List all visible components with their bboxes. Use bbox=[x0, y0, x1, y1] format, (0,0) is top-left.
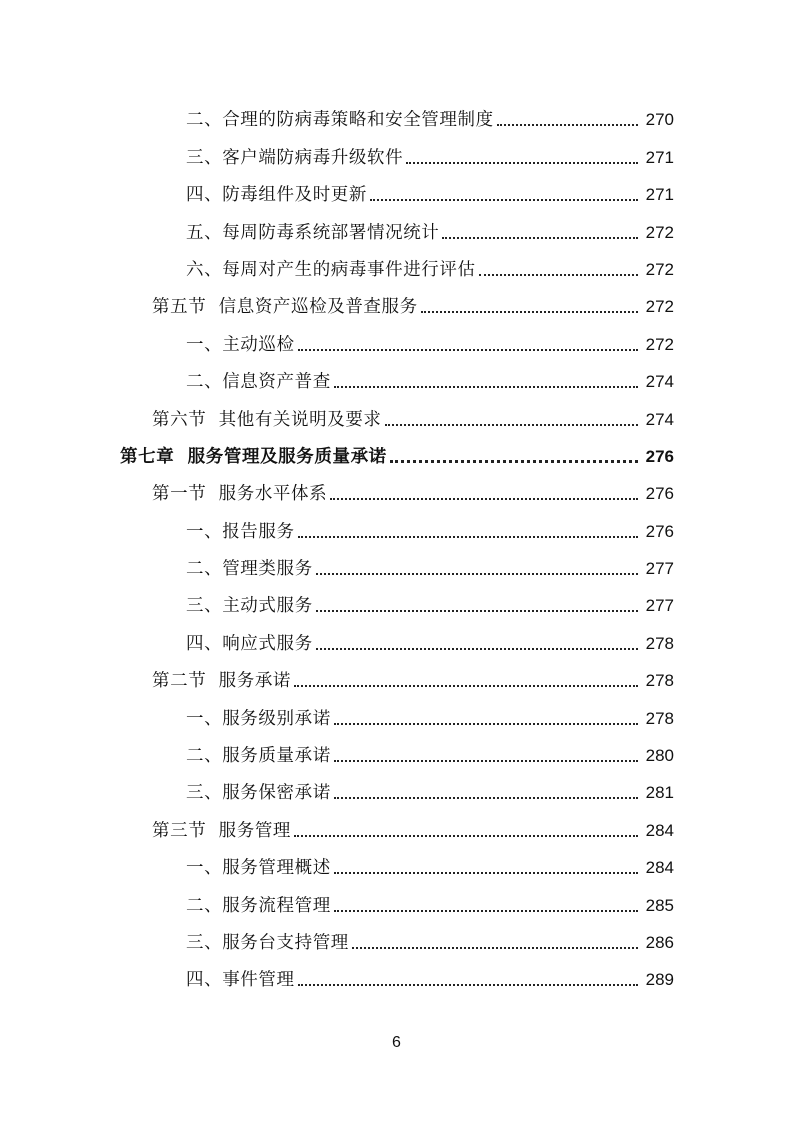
toc-entry-title: 五、每周防毒系统部署情况统计 bbox=[186, 222, 440, 243]
toc-subsection-entry[interactable] bbox=[186, 362, 674, 399]
toc-entry-title: 第三节 服务管理 bbox=[152, 820, 292, 841]
toc-entry-title: 三、服务台支持管理 bbox=[186, 932, 349, 953]
toc-dot-leader bbox=[334, 797, 638, 799]
toc-entry-title: 三、客户端防病毒升级软件 bbox=[186, 147, 404, 168]
toc-dot-leader bbox=[298, 536, 638, 538]
toc-subsection-entry[interactable] bbox=[186, 137, 674, 174]
toc-entry-title: 一、主动巡检 bbox=[186, 334, 295, 355]
toc-entry-title: 一、服务级别承诺 bbox=[186, 708, 331, 729]
toc-subsection-entry[interactable] bbox=[186, 511, 674, 548]
toc-entry-page: 285 bbox=[645, 895, 674, 915]
toc-entry-page: 289 bbox=[645, 970, 674, 990]
toc-dot-leader bbox=[390, 460, 638, 463]
toc-section-entry[interactable] bbox=[152, 474, 674, 511]
toc-entry-title: 二、管理类服务 bbox=[186, 559, 313, 580]
toc-entry-page: 272 bbox=[645, 297, 674, 317]
toc-entry-title: 二、服务质量承诺 bbox=[186, 746, 331, 767]
toc-chapter-entry[interactable] bbox=[120, 437, 674, 474]
toc-subsection-entry[interactable] bbox=[186, 586, 674, 623]
toc-entry-page: 286 bbox=[645, 932, 674, 952]
toc-entry-title: 第七章 服务管理及服务质量承诺 bbox=[120, 446, 387, 467]
toc-subsection-entry[interactable] bbox=[186, 736, 674, 773]
toc-entry-page: 278 bbox=[645, 708, 674, 728]
toc-section-entry[interactable] bbox=[152, 661, 674, 698]
toc-subsection-entry[interactable] bbox=[186, 960, 674, 997]
toc-dot-leader bbox=[298, 349, 638, 351]
toc-subsection-entry[interactable] bbox=[186, 623, 674, 660]
toc-dot-leader bbox=[334, 910, 638, 912]
toc-subsection-entry[interactable] bbox=[186, 698, 674, 735]
toc-subsection-entry[interactable] bbox=[186, 250, 674, 287]
toc-entry-title: 四、事件管理 bbox=[186, 970, 295, 991]
toc-dot-leader bbox=[316, 573, 638, 575]
toc-dot-leader bbox=[334, 723, 638, 725]
toc-subsection-entry[interactable] bbox=[186, 549, 674, 586]
toc-entry-page: 270 bbox=[645, 110, 674, 130]
toc-dot-leader bbox=[298, 984, 638, 986]
toc-entry-page: 272 bbox=[645, 334, 674, 354]
toc-entry-title: 二、合理的防病毒策略和安全管理制度 bbox=[186, 110, 494, 131]
toc-dot-leader bbox=[294, 835, 638, 837]
toc-dot-leader bbox=[385, 424, 638, 426]
toc-dot-leader bbox=[294, 685, 638, 687]
table-of-contents bbox=[0, 100, 793, 997]
toc-entry-page: 271 bbox=[645, 147, 674, 167]
toc-subsection-entry[interactable] bbox=[186, 885, 674, 922]
toc-dot-leader bbox=[334, 760, 638, 762]
toc-dot-leader bbox=[352, 947, 638, 949]
toc-entry-page: 276 bbox=[645, 521, 674, 541]
toc-dot-leader bbox=[421, 311, 638, 313]
toc-subsection-entry[interactable] bbox=[186, 773, 674, 810]
toc-dot-leader bbox=[334, 872, 638, 874]
toc-entry-page: 281 bbox=[645, 783, 674, 803]
toc-dot-leader bbox=[316, 648, 638, 650]
toc-entry-page: 277 bbox=[645, 559, 674, 579]
toc-subsection-entry[interactable] bbox=[186, 923, 674, 960]
toc-section-entry[interactable] bbox=[152, 399, 674, 436]
toc-dot-leader bbox=[330, 498, 638, 500]
toc-entry-title: 三、主动式服务 bbox=[186, 596, 313, 617]
toc-section-entry[interactable] bbox=[152, 810, 674, 847]
toc-entry-page: 284 bbox=[645, 858, 674, 878]
toc-list bbox=[0, 100, 674, 997]
toc-dot-leader bbox=[406, 162, 638, 164]
toc-subsection-entry[interactable] bbox=[186, 100, 674, 137]
toc-entry-page: 284 bbox=[645, 820, 674, 840]
toc-dot-leader bbox=[334, 386, 638, 388]
toc-dot-leader bbox=[370, 199, 638, 201]
toc-dot-leader bbox=[316, 610, 638, 612]
toc-entry-title: 第五节 信息资产巡检及普查服务 bbox=[152, 297, 418, 318]
toc-subsection-entry[interactable] bbox=[186, 175, 674, 212]
toc-entry-page: 278 bbox=[645, 671, 674, 691]
toc-entry-page: 272 bbox=[645, 259, 674, 279]
toc-dot-leader bbox=[479, 274, 638, 276]
toc-entry-title: 四、防毒组件及时更新 bbox=[186, 185, 367, 206]
toc-subsection-entry[interactable] bbox=[186, 848, 674, 885]
toc-entry-page: 274 bbox=[645, 372, 674, 392]
toc-entry-title: 六、每周对产生的病毒事件进行评估 bbox=[186, 259, 476, 280]
toc-entry-title: 第六节 其他有关说明及要求 bbox=[152, 409, 382, 430]
toc-entry-title: 二、信息资产普查 bbox=[186, 372, 331, 393]
toc-entry-page: 277 bbox=[645, 596, 674, 616]
toc-entry-page: 271 bbox=[645, 185, 674, 205]
toc-entry-page: 276 bbox=[645, 484, 674, 504]
toc-entry-page: 274 bbox=[645, 409, 674, 429]
toc-entry-title: 一、报告服务 bbox=[186, 521, 295, 542]
toc-entry-title: 第二节 服务承诺 bbox=[152, 671, 292, 692]
toc-section-entry[interactable] bbox=[152, 287, 674, 324]
toc-subsection-entry[interactable] bbox=[186, 212, 674, 249]
toc-entry-title: 一、服务管理概述 bbox=[186, 858, 331, 879]
page-number: 6 bbox=[392, 1034, 401, 1051]
toc-entry-page: 276 bbox=[645, 446, 674, 466]
toc-entry-page: 280 bbox=[645, 746, 674, 766]
toc-dot-leader bbox=[497, 124, 638, 126]
toc-entry-title: 第一节 服务水平体系 bbox=[152, 484, 328, 505]
toc-entry-title: 二、服务流程管理 bbox=[186, 895, 331, 916]
toc-entry-page: 278 bbox=[645, 633, 674, 653]
toc-dot-leader bbox=[442, 237, 638, 239]
toc-entry-title: 四、响应式服务 bbox=[186, 633, 313, 654]
toc-entry-title: 三、服务保密承诺 bbox=[186, 783, 331, 804]
toc-subsection-entry[interactable] bbox=[186, 324, 674, 361]
toc-entry-page: 272 bbox=[645, 222, 674, 242]
